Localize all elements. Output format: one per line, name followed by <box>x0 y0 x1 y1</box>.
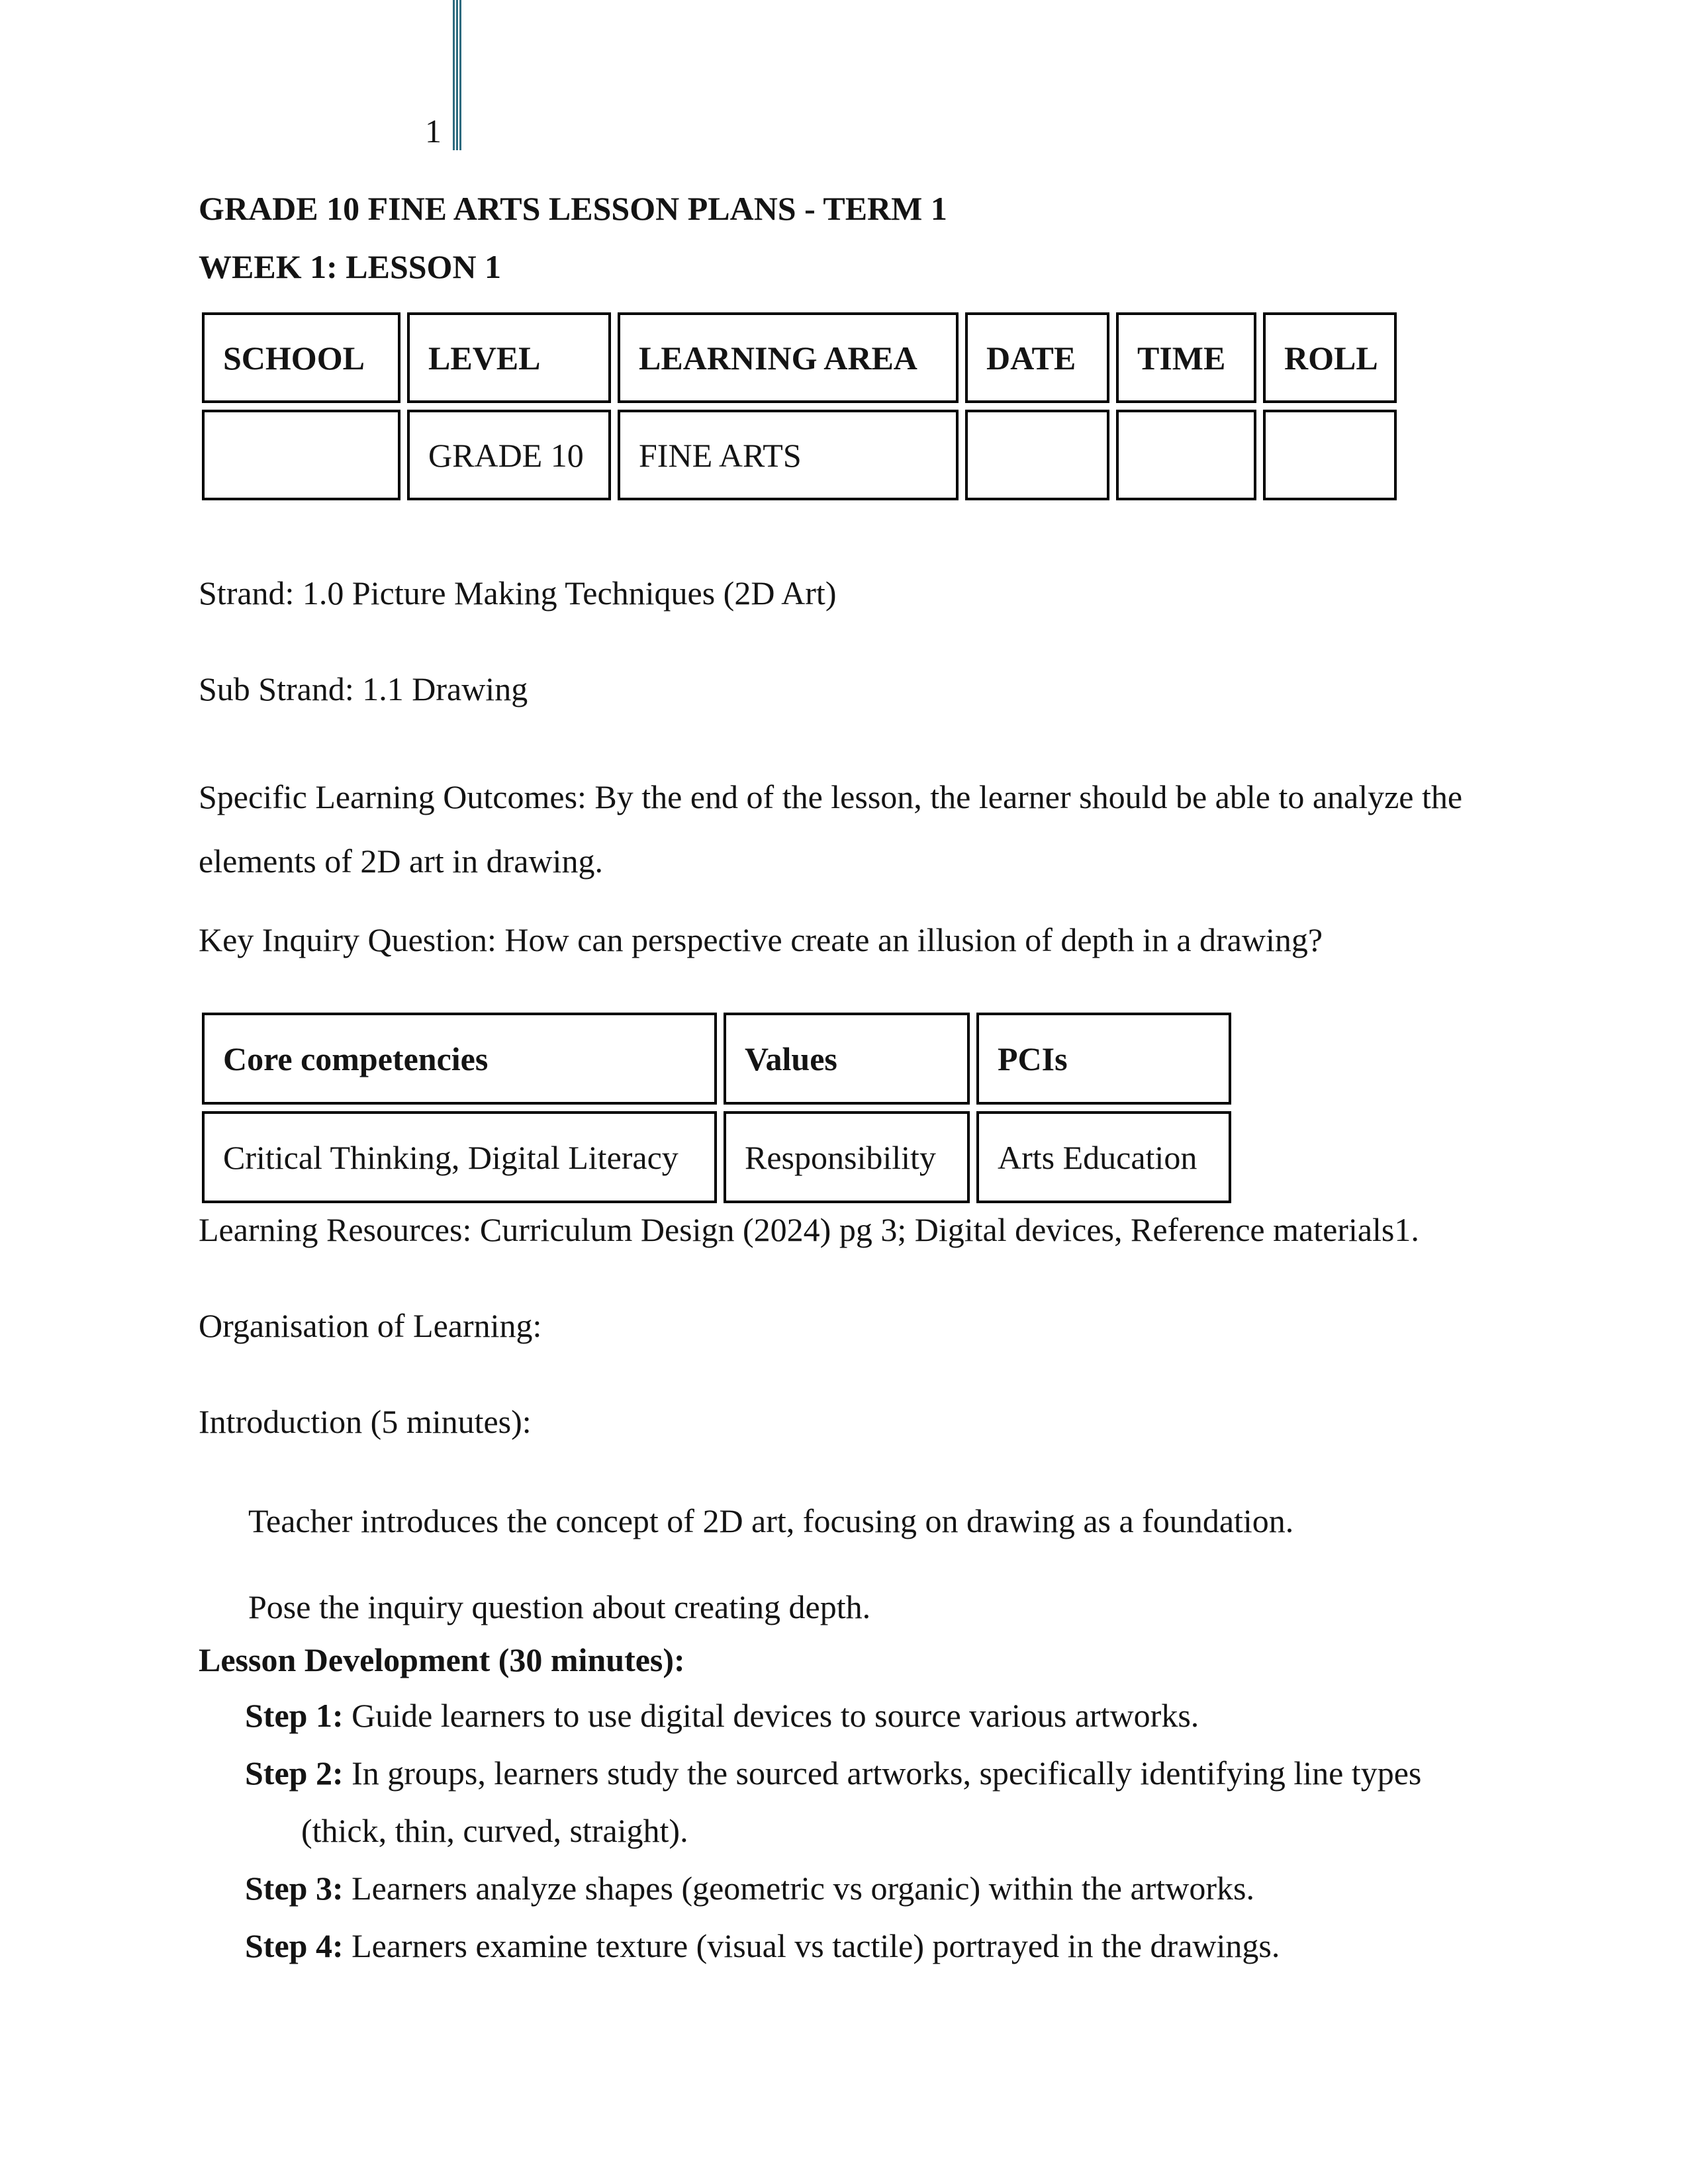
learning-resources-paragraph: Learning Resources: Curriculum Design (2024) pg 3; Digital devices, Reference materials1. <box>199 1211 1419 1248</box>
competency-cell-values: Responsibility <box>724 1111 970 1203</box>
competency-value-row <box>202 1111 1231 1203</box>
page-number: 1 <box>425 113 442 150</box>
step-1-text: Guide learners to use digital devices to source various artworks. <box>343 1697 1199 1734</box>
introduction-point-1: Teacher introduces the concept of 2D art, focusing on drawing as a foundation. <box>248 1502 1294 1539</box>
document-subtitle: WEEK 1: LESSON 1 <box>199 248 502 285</box>
document-title: GRADE 10 FINE ARTS LESSON PLANS - TERM 1 <box>199 190 947 227</box>
competency-table <box>195 1006 1238 1210</box>
strand-paragraph: Strand: 1.0 Picture Making Techniques (2D Art) <box>199 574 837 612</box>
competency-header-values: Values <box>724 1013 970 1105</box>
info-table-header-row <box>202 312 1397 403</box>
info-cell-date <box>965 410 1109 500</box>
introduction-point-2: Pose the inquiry question about creating depth. <box>248 1588 871 1625</box>
info-header-learning-area: LEARNING AREA <box>618 312 959 403</box>
step-3-text: Learners analyze shapes (geometric vs organic) within the artworks. <box>343 1870 1254 1907</box>
step-4-label: Step 4: <box>245 1927 344 1964</box>
info-cell-learning-area: FINE ARTS <box>618 410 959 500</box>
organisation-paragraph: Organisation of Learning: <box>199 1307 542 1344</box>
info-header-date: DATE <box>965 312 1109 403</box>
competency-header-core: Core competencies <box>202 1013 717 1105</box>
lesson-info-table <box>195 306 1403 507</box>
info-cell-school <box>202 410 400 500</box>
step-3 <box>245 1868 1489 1908</box>
info-cell-level: GRADE 10 <box>407 410 611 500</box>
competency-cell-core: Critical Thinking, Digital Literacy <box>202 1111 717 1203</box>
info-header-school: SCHOOL <box>202 312 400 403</box>
step-4-text: Learners examine texture (visual vs tactile) portrayed in the drawings. <box>343 1927 1280 1964</box>
competency-cell-pcis: Arts Education <box>976 1111 1231 1203</box>
info-table-value-row <box>202 410 1397 500</box>
document-content <box>199 189 1489 1983</box>
info-header-level: LEVEL <box>407 312 611 403</box>
sub-strand-paragraph: Sub Strand: 1.1 Drawing <box>199 670 528 707</box>
competency-header-row <box>202 1013 1231 1105</box>
step-2 <box>245 1753 1489 1850</box>
step-2-label: Step 2: <box>245 1754 344 1792</box>
learning-outcomes-paragraph: Specific Learning Outcomes: By the end of the lesson, the learner should be able to analyze the elements of 2D art in drawing. <box>199 778 1463 880</box>
competency-header-pcis: PCIs <box>976 1013 1231 1105</box>
key-inquiry-paragraph: Key Inquiry Question: How can perspective create an illusion of depth in a drawing? <box>199 921 1323 958</box>
info-header-time: TIME <box>1116 312 1256 403</box>
step-2-continuation: (thick, thin, curved, straight). <box>301 1812 688 1849</box>
info-header-roll: ROLL <box>1263 312 1397 403</box>
introduction-heading: Introduction (5 minutes): <box>199 1403 532 1440</box>
step-4 <box>245 1926 1489 1966</box>
lesson-development-heading: Lesson Development (30 minutes): <box>199 1641 685 1678</box>
step-3-label: Step 3: <box>245 1870 344 1907</box>
step-2-line <box>245 1753 1489 1793</box>
info-cell-time <box>1116 410 1256 500</box>
info-cell-roll <box>1263 410 1397 500</box>
step-2-text: In groups, learners study the sourced artworks, specifically identifying line types <box>343 1754 1422 1792</box>
header-vertical-rule <box>453 0 461 150</box>
step-1-label: Step 1: <box>245 1697 344 1734</box>
step-1 <box>245 1696 1489 1735</box>
